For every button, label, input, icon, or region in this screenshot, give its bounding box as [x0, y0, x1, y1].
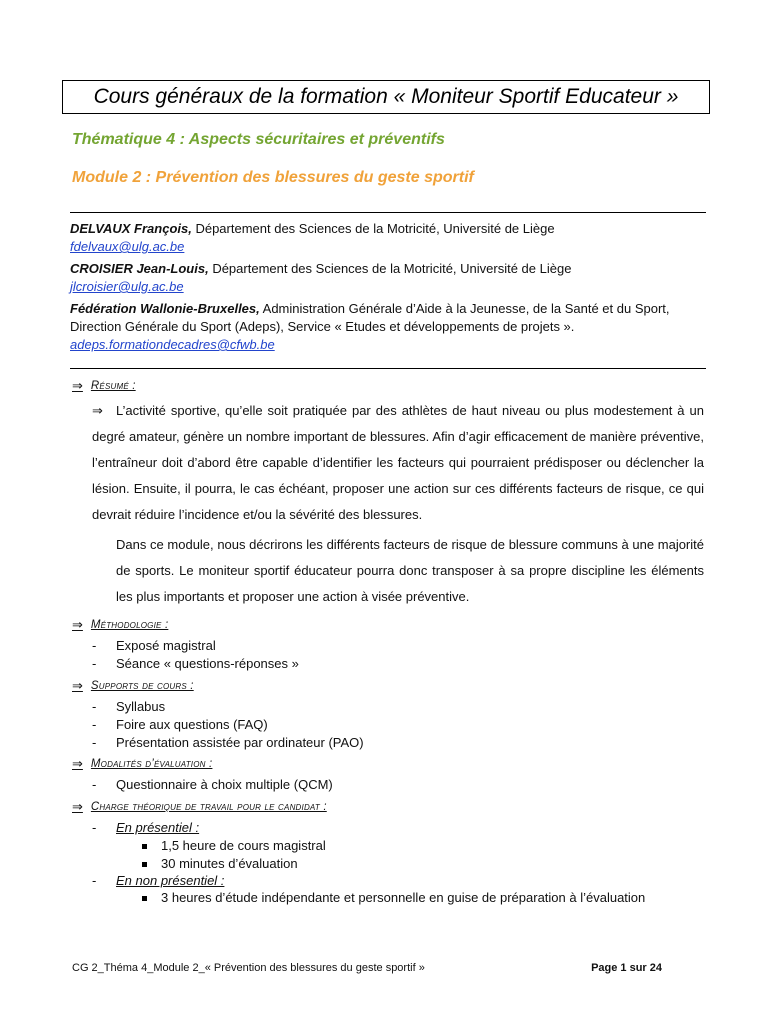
page-footer: [72, 962, 662, 974]
charge-heading-label: Charge théorique de travail pour le candidat :: [90, 801, 327, 813]
list-item: [92, 698, 364, 716]
list-item: [142, 855, 326, 873]
divider-middle: [70, 368, 706, 369]
charge-non-presentiel: [92, 872, 224, 890]
supports-heading: [72, 678, 194, 694]
resume-heading-label: Résumé :: [90, 380, 136, 392]
document-title: Cours généraux de la formation « Moniteur Sportif Educateur »: [93, 85, 679, 108]
email-link[interactable]: adeps.formationdecadres@cfwb.be: [70, 337, 275, 352]
dash-marker: -: [92, 656, 97, 671]
dash-marker: -: [92, 873, 97, 888]
list-item: [92, 734, 364, 752]
email-link[interactable]: fdelvaux@ulg.ac.be: [70, 239, 185, 254]
author-1: [70, 220, 710, 256]
list-item: [92, 655, 299, 673]
arrow-icon: ⇒: [72, 678, 83, 693]
page-number: Page 1 sur 24: [591, 962, 662, 974]
dash-marker: -: [92, 717, 97, 732]
author-affiliation: Département des Sciences de la Motricité, Université de Liège: [208, 261, 572, 276]
arrow-icon: ⇒: [72, 756, 83, 771]
arrow-icon: ⇒: [72, 617, 83, 632]
list-item-text: Présentation assistée par ordinateur (PAO): [116, 735, 364, 750]
arrow-icon: ⇒: [72, 799, 83, 814]
supports-heading-label: Supports de cours :: [90, 680, 194, 692]
email-link[interactable]: jlcroisier@ulg.ac.be: [70, 279, 184, 294]
presentiel-items: [142, 837, 326, 873]
list-item-text: 1,5 heure de cours magistral: [161, 838, 326, 853]
list-item: [92, 716, 364, 734]
list-item-text: 30 minutes d’évaluation: [161, 856, 298, 871]
list-item-text: Séance « questions-réponses »: [116, 656, 299, 671]
dash-marker: -: [92, 638, 97, 653]
list-item-text: Foire aux questions (FAQ): [116, 717, 268, 732]
list-item-text: 3 heures d’étude indépendante et personnelle en guise de préparation à l’évaluation: [161, 890, 646, 905]
list-item: [142, 889, 645, 907]
author-affiliation: Département des Sciences de la Motricité, Université de Liège: [191, 221, 555, 236]
list-item: [142, 837, 326, 855]
list-item-text: Syllabus: [116, 699, 166, 714]
author-3: [70, 300, 710, 354]
resume-body: [92, 398, 704, 610]
divider-top: [70, 212, 706, 213]
dash-marker: -: [92, 820, 97, 835]
methodologie-list: [92, 637, 299, 673]
bullet-square-icon: [142, 844, 147, 849]
presentiel-label: En présentiel :: [116, 820, 200, 835]
list-item: [92, 637, 299, 655]
charge-heading: [72, 799, 327, 815]
arrow-icon: ⇒: [72, 378, 83, 393]
list-item-text: Questionnaire à choix multiple (QCM): [116, 777, 333, 792]
resume-text-2: Dans ce module, nous décrirons les différents facteurs de risque de blessure communs à une majorité de sports. Le moniteur sportif éducateur pourra donc transposer à sa propre discipline les éléments les plus importants et proposer une action à visée préventive.: [116, 537, 704, 604]
evaluation-list: [92, 776, 333, 794]
non-presentiel-items: [142, 889, 645, 907]
charge-presentiel: [92, 819, 199, 837]
dash-marker: -: [92, 699, 97, 714]
bullet-square-icon: [142, 896, 147, 901]
bullet-square-icon: [142, 862, 147, 867]
author-name: CROISIER Jean-Louis,: [70, 261, 209, 276]
methodologie-heading-label: Méthodologie :: [90, 619, 169, 631]
authors-block: [70, 220, 710, 358]
resume-text-1: L’activité sportive, qu’elle soit pratiquée par des athlètes de haut niveau ou plus modestement à un degré amateur, génère un nombre important de blessures. Afin d’agir efficacement de manière préventive, l’entraîneur doit d’abord être capable d’identifier les facteurs qui pourraient prédisposer ou déclencher la lésion. Ensuite, il pourra, le cas échéant, proposer une action sur ces différents facteurs de risque, ce qui devrait réduire l’incidence et/ou la sévérité des blessures.: [92, 403, 704, 522]
author-name: DELVAUX François,: [70, 221, 192, 236]
arrow-icon: ⇒: [92, 403, 103, 418]
methodologie-heading: [72, 617, 168, 633]
evaluation-heading: [72, 756, 212, 772]
resume-heading: [72, 378, 136, 394]
resume-paragraph-2: [92, 532, 704, 610]
dash-marker: -: [92, 735, 97, 750]
non-presentiel-label: En non présentiel :: [116, 873, 225, 888]
dash-marker: -: [92, 777, 97, 792]
list-item: [92, 819, 199, 837]
resume-paragraph-1: [92, 398, 704, 528]
evaluation-heading-label: Modalités d’évaluation :: [90, 758, 213, 770]
author-2: [70, 260, 710, 296]
module-heading: Module 2 : Prévention des blessures du geste sportif: [72, 169, 474, 186]
list-item: [92, 872, 224, 890]
supports-list: [92, 698, 364, 752]
footer-title: CG 2_Théma 4_Module 2_« Prévention des blessures du geste sportif »: [72, 962, 425, 974]
author-name: Fédération Wallonie-Bruxelles,: [70, 301, 260, 316]
list-item-text: Exposé magistral: [116, 638, 216, 653]
title-box: [62, 80, 710, 114]
list-item: [92, 776, 333, 794]
author-affiliation: Administration Générale d’Aide à la Jeunesse, de la Santé et du Sport, Direction Générale du Sport (Adeps), Service « Etudes et développements de projets ».: [70, 301, 670, 334]
theme-heading: Thématique 4 : Aspects sécuritaires et préventifs: [72, 131, 445, 148]
